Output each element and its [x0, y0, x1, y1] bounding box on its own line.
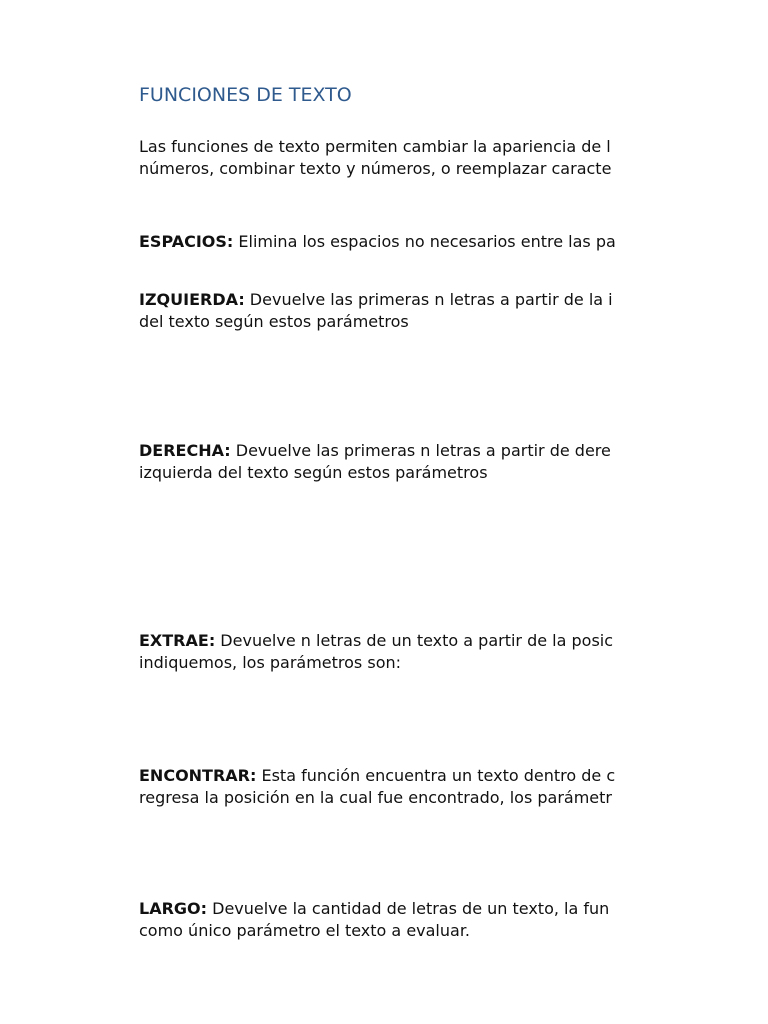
function-line-2: izquierda del texto según estos parámetros — [139, 463, 488, 482]
function-description: Devuelve n letras de un texto a partir de la posic — [215, 631, 614, 650]
function-description: Devuelve las primeras n letras a partir de dere — [230, 441, 611, 460]
function-line-1 — [139, 765, 615, 787]
function-line-1 — [139, 440, 611, 462]
function-line-1 — [139, 289, 613, 311]
function-term: ESPACIOS: — [139, 232, 234, 251]
function-izquierda — [139, 289, 613, 333]
function-term: EXTRAE: — [139, 631, 216, 650]
function-line-2: indiquemos, los parámetros son: — [139, 653, 402, 672]
intro-paragraph — [139, 136, 611, 180]
function-description: Esta función encuentra un texto dentro de c — [256, 766, 616, 785]
function-description: Devuelve las primeras n letras a partir de la i — [244, 290, 613, 309]
function-term: DERECHA: — [139, 441, 231, 460]
function-line-1 — [139, 630, 613, 652]
function-largo — [139, 898, 609, 942]
function-extrae — [139, 630, 613, 674]
document-title: FUNCIONES DE TEXTO — [139, 84, 352, 106]
intro-line-2: números, combinar texto y números, o reemplazar caracte — [139, 159, 612, 178]
function-description: Elimina los espacios no necesarios entre las pa — [233, 232, 616, 251]
function-term: ENCONTRAR: — [139, 766, 257, 785]
function-derecha — [139, 440, 611, 484]
function-line-1 — [139, 898, 609, 920]
document-page — [139, 0, 658, 1024]
function-line-2: como único parámetro el texto a evaluar. — [139, 921, 471, 940]
function-description: Devuelve la cantidad de letras de un texto, la fun — [207, 899, 610, 918]
function-line-2: del texto según estos parámetros — [139, 312, 409, 331]
function-line-2: regresa la posición en la cual fue encontrado, los parámetr — [139, 788, 612, 807]
function-encontrar — [139, 765, 615, 809]
intro-line-1: Las funciones de texto permiten cambiar la apariencia de l — [139, 137, 611, 156]
function-term: LARGO: — [139, 899, 208, 918]
function-term: IZQUIERDA: — [139, 290, 245, 309]
function-line-1 — [139, 231, 616, 253]
function-espacios — [139, 231, 616, 253]
